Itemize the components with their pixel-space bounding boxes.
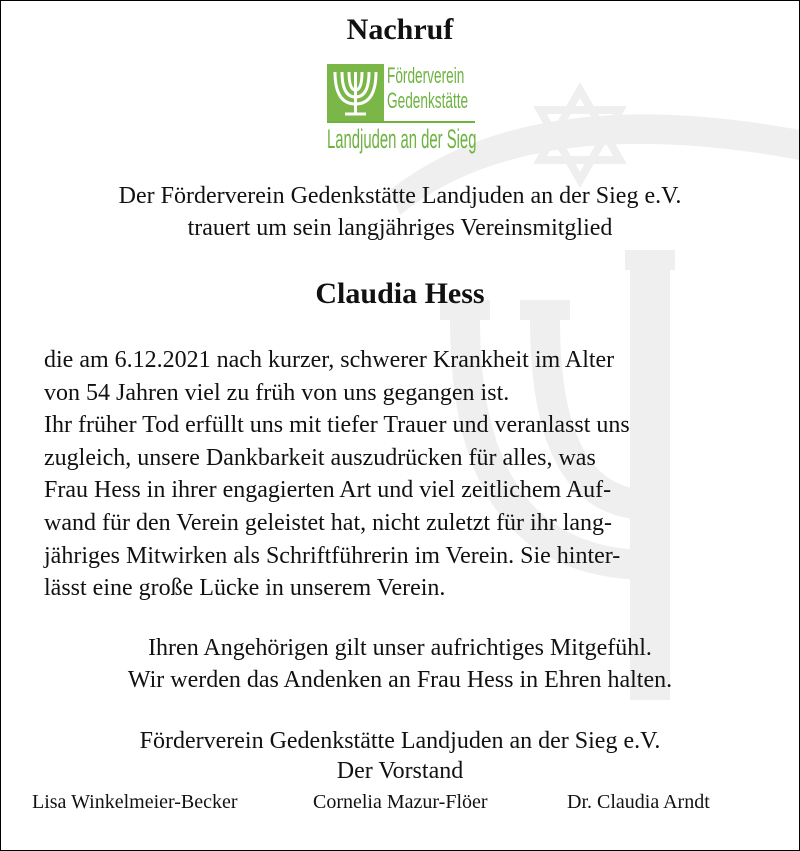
intro-text (0, 180, 800, 244)
logo-text-line1: Förderverein (387, 63, 465, 88)
signoff (0, 726, 800, 786)
intro-line: trauert um sein langjähriges Vereinsmitglied (187, 215, 613, 241)
logo-text-line3: Landjuden an der Sieg (327, 124, 477, 154)
logo-text-line2: Gedenkstätte (387, 88, 469, 113)
closing-text (0, 632, 800, 696)
intro-line: Der Förderverein Gedenkstätte Landjuden an der Sieg e.V. (118, 183, 682, 209)
signoff-board: Der Vorstand (336, 758, 464, 784)
body-line: von 54 Jahren viel zu früh von uns gegangen ist. (44, 379, 510, 406)
body-line: Frau Hess in ihrer engagierten Art und viel zeitlichem Auf- (44, 477, 612, 504)
body-line: Ihr früher Tod erfüllt uns mit tiefer Trauer und veranlasst uns (44, 412, 630, 439)
logo-divider (327, 121, 475, 123)
obituary-body (44, 344, 764, 605)
closing-line: Ihren Angehörigen gilt unser aufrichtiges Mitgefühl. (148, 635, 652, 661)
deceased-name: Claudia Hess (315, 277, 485, 310)
body-line: wand für den Verein geleistet hat, nicht zuletzt für ihr lang- (44, 509, 613, 536)
body-line: die am 6.12.2021 nach kurzer, schwerer Krankheit im Alter (44, 347, 615, 373)
signatory-name: Cornelia Mazur-Flöer (313, 791, 488, 813)
association-logo (327, 64, 475, 160)
menorah-icon (327, 64, 384, 121)
signoff-org: Förderverein Gedenkstätte Landjuden an der Sieg e.V. (139, 728, 661, 754)
signatory-name: Dr. Claudia Arndt (567, 791, 710, 813)
page-title: Nachruf (346, 13, 454, 46)
body-line: zugleich, unsere Dankbarkeit auszudrücken für alles, was (44, 444, 596, 471)
logo-menorah-block (327, 64, 384, 121)
signatory-name: Lisa Winkelmeier-Becker (32, 791, 238, 813)
body-line: lässt eine große Lücke in unserem Verein. (44, 575, 446, 602)
body-line: jähriges Mitwirken als Schriftführerin im Verein. Sie hinter- (44, 542, 621, 569)
closing-line: Wir werden das Andenken an Frau Hess in Ehren halten. (127, 667, 673, 693)
